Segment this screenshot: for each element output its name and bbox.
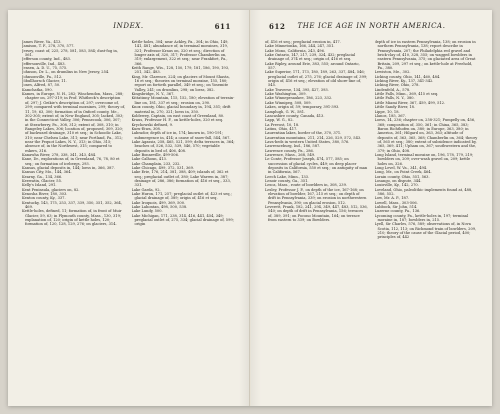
index-entry: Long, Mr., on Point Creek, 464. [374,170,432,175]
index-entry: Keewatin, Glacier, 55. [22,179,63,183]
index-entry: Lake Chicago, 499, 372, 531, 369. [131,165,195,170]
index-entry: Knox county, Ohio, glacial boundary in, 194, 351; drift material in, 270, 321; loess in, 350. [131,105,231,114]
index-entry: Lake Michigan, 171, 238, 314, 416, 441, 454, 349; preglacial outlet of, 275, 334; glacial drainage of, 599; origin [131,213,234,227]
book-spread [8,10,492,406]
index-entry: Lorain county, Ohio, 551, 563. [374,174,430,179]
index-entry: Llanos, 185, 367. [374,113,406,118]
index-entry: Kettle-holes, 304; near Ackley, Pa., 304; in Ohio, 149, 141, 481; abundance of, in terminal moraines, 319, 321; Professor Kraus on, 320 et seq.; direction of longer axis of, 320, 317; Professor Chamberlin on, 319; enlargement, 322 et seq.; near Frankfort, Pa., 366. [131,40,229,66]
index-entry: Kansas, glacial deposits in, 144; loess in, 366, 387. [22,165,115,170]
index-entry: Lancashire county, Canada, 413. [265,113,325,118]
index-entry: Kansas City, Mo., 144, 364. [22,170,72,175]
index-entry: Lake Washington, 309. [265,92,307,97]
index-entry: Lenoir county, Ga., 351. [265,179,309,183]
index-entry: Long Level, W. Va., 341, 494. [374,165,428,170]
index-entry: Long Island, terminal moraine on, 196, 178, 179, 219; bowlders on, 209; over-wash gravel on, 209; kettle holes on, 326. [374,152,474,166]
index-entry: Lava-beds in western United States, 380, 576. [265,139,350,144]
page-header [26,22,231,34]
index-entry: Kuru-Eiwa, 308. [131,126,161,131]
index-entry: Little Falls, Minn., 369, 415 et seq. [374,92,439,97]
page-header [269,22,474,34]
page-number: 611 [214,22,231,31]
index-entry: Lake Ontario, 147, 217, 239, 324, 432; preglacial drainage of, 374 et seq.; origin of, 416 et seq. [265,53,356,62]
index-entry: depth of ice in eastern Pennsylvania, 138; on erosion in northern Pennsylvania, 138; report describe in Pennsylvania, 207; the Philadelphia red gravel and brick-clay of, 410, 328, 355; on wagged bowlders in eastern Pennsylvania, 375; on glaciated area of Great Britain, 209, 297 et seq.; on kettle-hole at Freehold, Pa., 380. [374,40,476,71]
index-entry: La Prevost, 10, 18. [265,122,300,127]
index-entry: Kittatinny Mountain, 115, 152, 180; elevation of terrain-line on, 181, 337 et seq.; erosion on, 290. [131,96,235,105]
index-entry: Lycoming county, Pa., kettle-holes in, 197; terminal moraine in, 187; bowlders in, 215. [374,213,469,223]
running-title: THE ICE AGE IN NORTH AMERICA. [297,22,446,30]
index-entry: Johnson, Dr. L., on drumlins in New Jersey, 254. [22,70,110,75]
index-entry: Lesley, Professor J. P., on depth of the ice, 167-168; on elevation of bowlder, 167, 215 et seq.; on depth of drift in Pennsylvania, 339; on erosion in northwestern Pennsylvania, 390; on glacial erosion, 512. [265,187,367,205]
index-entry: Lewiston, Me., 302. [374,70,411,75]
index-entry: Kenosha River, 180, 303. [22,192,68,197]
index-entry: Jöbullhorsch Glacier, 11. [22,79,67,84]
index-entry: Low, Mr. A. P., 187. [374,196,410,201]
index-entry: Lippe, 10, 18. [374,109,400,114]
index-entry: Lake Lundy, 500. [131,209,163,214]
index-entry: Lowell, Mass., 303-506. [374,200,418,205]
index-entry: Johnsonville, Pa., 512. [22,74,63,79]
index-entry: King, Mr. Clarence, 224; on glaciers of Mount Shasta, 16 et seq.; theories on terminal moraine, 155, 180; report on fortieth parallel, 349 et seq.; on Yosemite Valley, 241; on drumlins, 298; on loess, 382. [131,74,230,92]
index-entry: Lake Huron, 171, 257; preglacial outlet of, 423 et seq.; glacial drainage of, 389; origin of, 416 et seq. [131,192,232,201]
index-column [22,40,126,394]
index-entry: Jensen, A. D. U., 75, 575. [22,66,68,71]
index-entry: Lake Iroquois, 499, 369, 500. [131,200,186,205]
gutter-shadow [251,10,261,406]
page-number: 612 [269,22,286,31]
index-entry: Lawrenceburg, Ind., 186, 587. [265,144,321,149]
index-entry: Licking River, Ohio, 278. [374,83,420,88]
index-entry: Kenton county, Ky., 337. [22,196,66,201]
index-entry: Lake Calhoun, 413. [131,157,167,162]
index-entry: Kearny, Ga., 134, 366. [22,174,63,179]
index-entry: Lake Superior, 171, 173, 180, 189, 263, 337, 484, 546; preglacial outlet of, 275, 276; glacial drainage of, 399; origin of, 416 et seq.; elevation of old shore-line of, 545. [265,70,368,88]
index-entry: Kelly's Island, 291. [22,183,57,188]
index-entry: Lesca, Mass., route of bowlders in, 308, 239. [265,183,347,188]
index-entry: Lake Winnepesaukee, 186, 223, 332. [265,96,333,101]
left-page [8,10,250,406]
index-entry: Krychowski defined, 9. [131,122,174,127]
index-entry: Little Falls, N. Y., 380. [374,96,415,101]
index-entry: Latins, Ohio, 417. [265,126,298,131]
running-title: INDEX. [113,22,144,30]
index-entry: Kraus, Professor H. F., on kettle-holes, 320 et seq. [131,118,224,123]
index-entry: Lake Mono, California, 243, 496. [265,48,326,53]
index-entry: Licking county, Ohio, 141, 460, 484. [374,74,441,79]
index-entry: Licking River, Ky., 137, 341-342. [374,79,434,84]
right-page [250,10,492,406]
index-entry: Leverett, Frank, 182, 241, 294, 349, 447, 483, 512, 536, 540; on depth of drift in Pennsylvania, 156; terraces of, 389, 391; on Pocono Mountain, 164; on terrace from eastern to 339; on Bowlders. [265,205,368,223]
index-entry: Jamison, T. F., 278, 370, 577. [22,44,75,49]
index-entry: Keith Range, Wis., 128, 150, 179, 181, 186, 190, 193, 251, 342, 483. [131,66,230,75]
index-entry: Little Miami River, 367, 459, 499, 512. [374,100,446,105]
index-entry: Lapp, W. G., 82. [265,118,294,123]
index-column [375,40,479,394]
index-entry: Jones, Alfred, 87, 50. [22,83,61,88]
index-entry: Lawrence, Mass., 268, 549. [265,152,316,157]
index-entry: Laurentian lakes, border of the, 370, 371. [265,131,342,136]
index-entry: Lake Agassiz, 258, 465, 521, 599; delta terraces in, 364; beaches of, 526, 532, 539, 546, 570; vegetable deposits in bed of, 406, 408. [131,139,235,153]
index-columns [22,40,235,394]
index-entry: Loveland, Ohio, paleolithic implements found at, 488, 586, 552. [374,187,473,197]
index-entry: Louisville, Ky., 142, 270. [374,183,419,188]
gutter-shadow [239,10,249,406]
index-entry: Lake Bonneville, 499-506. [131,152,180,157]
index-entry: Lake Erie, 176, 214, 381, 388, 409; islands of, 362 et seq.; preglacial outlet of, 380; Lake Warren in, 387; drainage of, 286, 386; formation of, 416 et seq., 333, 331. [131,170,231,188]
index-entry: Koldewey, Captain, on east coast of Greenland, 80. [131,113,225,118]
index-entry: Lake Traverse, 134, 395, 427, 393. [265,87,329,92]
index-columns [265,40,478,394]
index-entry: Lake Minnetonka, 166, 244, 247, 351. [265,44,335,49]
index-entry: Kamchatka, 590. [22,87,53,92]
index-entry: Little Sandy River, 18. [374,105,416,110]
index-entry: Leech Lake, Minn., 133. [265,174,310,179]
index-entry: Jersey, coast of, 225, 278, 581, 583, 584; dust-fog in, 561. [22,48,118,58]
index-entry: Lake Garda, 92. [131,187,161,192]
index-entry: Lamplugh, G. W., 581. [265,109,306,114]
index-entry: Kane, Dr., explorations of, in Greenland, 76, 78, 80 et seq.; on formation of icebergs, 293. [22,157,120,166]
index-entry: Lyell, Sir Charles, 576, 589; observations of, in Nova Scotia, 112, 113; on Richmond train of bowlders, 209, 210; theory of the cause of the Glacial period, 400; principles of, 442 [374,222,477,240]
index-entry: Kingsbridge, N. Y., 367. [131,92,175,97]
index-entry: Lake Champlain, 233, 232. [131,161,181,166]
index-column [132,40,236,394]
index-entry: Jeffersonville, Ind., 483. [22,61,66,66]
index-entry: Lawrence county, Pa., 286. [265,148,314,153]
index-entry: Kentucky, 143, 175, 253, 337, 339, 350, 351, 352, 364, 469. [22,200,122,210]
index-entry: Laurentian mountains, 211, 214, 226, 529, 572, 543. [265,135,362,140]
index-entry: Jefferson county, Ind., 483. [22,57,71,62]
index-entry: of, 416 et seq.; preglacial erosion in, 417. [265,40,341,44]
index-entry: Kent Peninsula, glaciers on, 82. [22,187,80,192]
index-entry: Lake Ripley, around Erie, 383, 555; around Ontario, 557. [265,61,360,71]
index-entry: Labrador, depth of ice in, 174; known in, 190-191; submergence in, 414; a cause of snow-fall, 544, 567. [131,131,231,140]
index-entry: Lubbock, Sir John, 514. [374,205,418,210]
index-entry: Losango, on dispute, 344. [374,179,422,183]
index-entry: Kanawha River, 278, 338, 341, 343, 484. [22,152,97,157]
index-entry: Lake Winnipeg, 508, 509. [265,100,312,105]
index-entry: Lake Lahontan, 498, 500, 538. [131,205,188,210]
index-entry: Lakes, origin of, 59; temporary, 391-393. [265,105,340,110]
index-entry: Kames, in Europe, N. H., 282; Winchendon, Mass., 288; chapter on, 297-319; in Prof. Whitbeck's description of, 297; J. Geikie's description of, 297; overcome of, 299; compared with terminal moraines, 299; theory of, 11, 19, 63, 300; formation of in Oxford county, Me., 302-305; extent of, in New England, 305; lacked, 303; in the Connecticut Valley, 306; Pennecook, 306, 307; at Strawberry, Pa., 308, 312; extent of, 308, 310; in Rangeley Lakes, 306; location of, proposed, 309, 320; of backward drainage, 310 et seq.; in Schoodic Lake, 310; near Chelsea Lake, 311; near Portland, Pa., 312; near the Pequot Lakes, N. Y., 313; in Ohio, 315; absence of, in the Northwest, 315; compared to eskers, 316. [22,92,126,153]
index-entry: James River, Va., 413. [22,40,62,44]
index-entry: Le Conte, Professor Joseph, 474, 577, 585; on succession of glacial cycles, 449; on deep placer deposits in California, 550 et seq.; on antiquity of man in California, 567. [265,157,368,175]
index-entry: Luzerne county, Pa., 136. [374,209,421,214]
index-entry: Loess, 14, 236; chapter on, 258-321; Pumpelly on, 456, 368; composition of, 350, 361; in China, 365, 383; Baron Richthofen on, 380; in Europe, 363, 380; in America, 361; Hilgard on, 363, 363; altitude of deposits of, 363, 365, 368; Chamberlin on, 364; theory of, 565 et seq.; 380; extent of subsidence indicated by, 365, 369, 411; Upham on, 367; southwestern and the, 379; in Ohio, 408. [374,118,478,153]
index-column [265,40,369,394]
index-entry: Kettle-holes, defined, 11; formation of, in front of Muir Glacier, 59, 63; in Plymouth county, Mass., 130, 319; explanation of, 120; origin of kettle holes, 120; formation of, 120, 128, 129, 276; on glaciers, 314. [22,209,122,227]
index-entry: Lindenfeld, A., 578. [374,87,411,92]
